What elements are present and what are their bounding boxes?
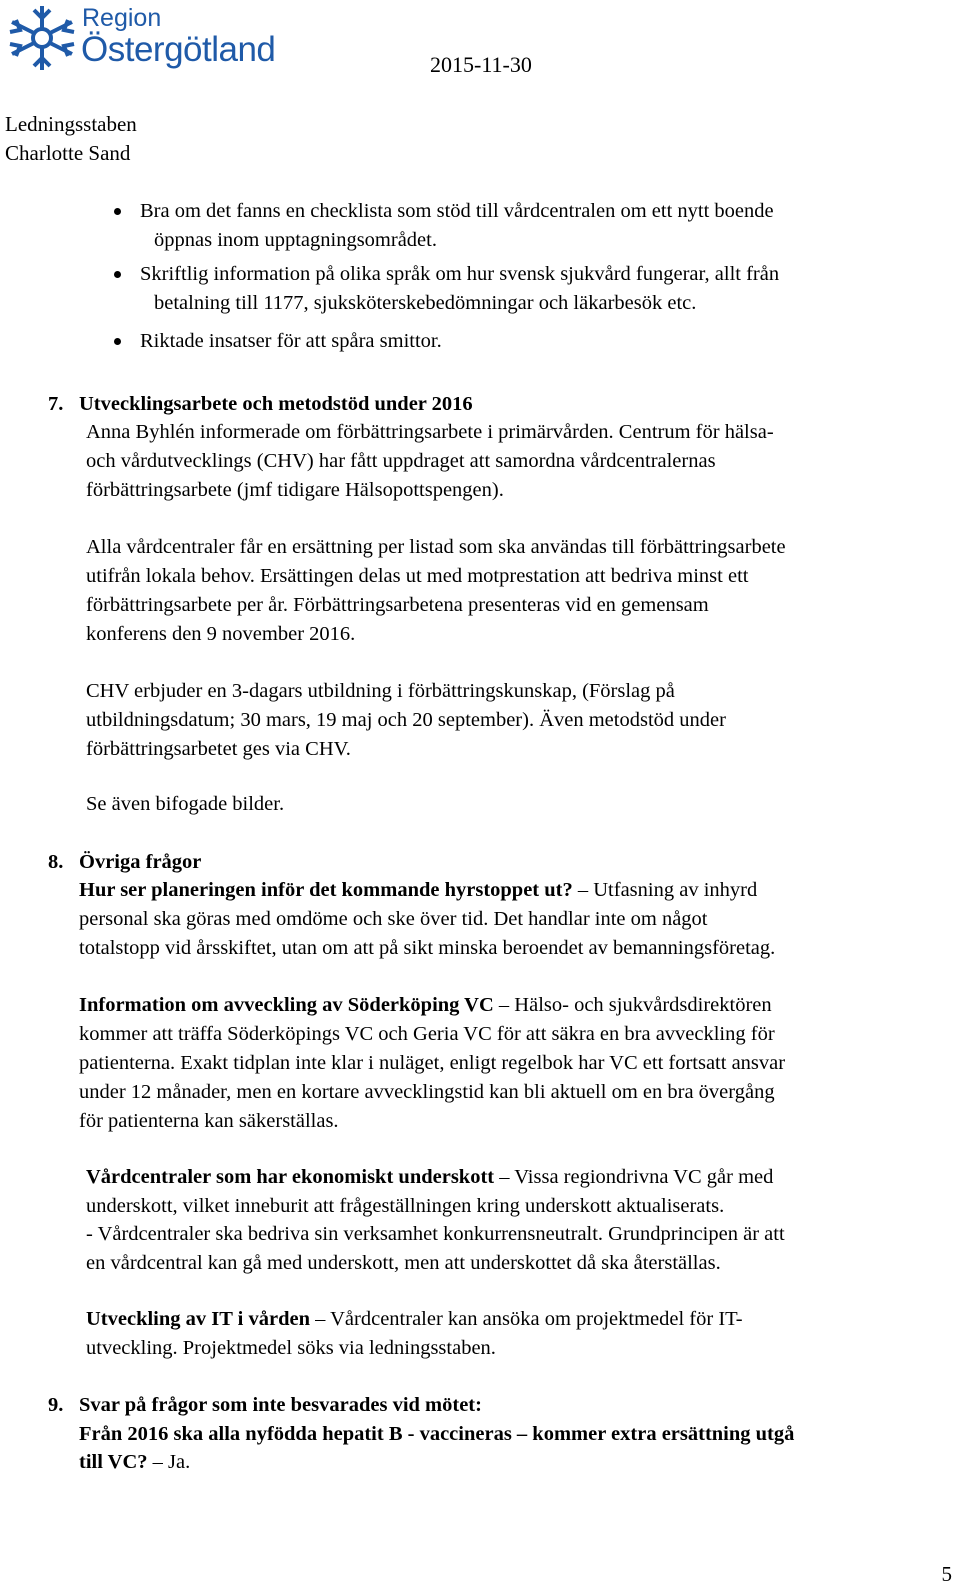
bullet-text: Skriftlig information på olika språk om hur svensk sjukvård fungerar, allt från <box>140 263 780 285</box>
paragraph-line: utbildningsdatum; 30 mars, 19 maj och 20 september). Även metodstöd under <box>86 709 726 731</box>
paragraph-line: underskott, vilket inneburit att frågeställningen kring underskott aktualiserats. <box>86 1195 725 1217</box>
paragraph-line: Anna Byhlén informerade om förbättringsarbete i primärvården. Centrum för hälsa- <box>86 421 774 443</box>
region-logo <box>4 2 294 74</box>
section-heading: Övriga frågor <box>79 851 202 873</box>
question-line <box>79 876 757 905</box>
logo-line1: Region <box>82 4 162 32</box>
paragraph-line: förbättringsarbetet ges via CHV. <box>86 738 351 760</box>
question-title: Från 2016 ska alla nyfödda hepatit B - vaccineras – kommer extra ersättning utgå <box>79 1423 795 1445</box>
question-line <box>79 991 772 1020</box>
paragraph-line: CHV erbjuder en 3-dagars utbildning i förbättringskunskap, (Förslag på <box>86 680 675 702</box>
bullet-text: Bra om det fanns en checklista som stöd till vårdcentralen om ett nytt boende <box>140 200 774 222</box>
paragraph-line: konferens den 9 november 2016. <box>86 623 356 645</box>
question-answer: – Vårdcentraler kan ansöka om projektmedel för IT- <box>310 1308 743 1330</box>
paragraph-line: utifrån lokala behov. Ersättingen delas ut med motprestation att bedriva minst ett <box>86 565 749 587</box>
paragraph-line: kommer att träffa Söderköpings VC och Geria VC för att säkra en bra avveckling för <box>79 1023 775 1045</box>
paragraph-line: Alla vårdcentraler får en ersättning per listad som ska användas till förbättringsarbete <box>86 536 786 558</box>
document-date: 2015-11-30 <box>430 52 532 77</box>
header-meta <box>5 110 137 168</box>
question-answer: – Utfasning av inhyrd <box>572 879 758 901</box>
paragraph-line: en vårdcentral kan gå med underskott, men att underskottet då ska återställas. <box>86 1252 721 1274</box>
bullet-text: Riktade insatser för att spåra smittor. <box>140 330 442 352</box>
question-line <box>79 1448 190 1477</box>
paragraph-line: - Vårdcentraler ska bedriva sin verksamhet konkurrensneutralt. Grundprincipen är att <box>86 1223 785 1245</box>
bullet-text: öppnas inom upptagningsområdet. <box>154 229 437 251</box>
paragraph-line: för patienterna kan säkerställas. <box>79 1110 339 1132</box>
page-number: 5 <box>941 1562 952 1586</box>
bullet-icon <box>114 338 121 345</box>
question-line <box>86 1163 773 1192</box>
section-number: 9. <box>48 1394 64 1416</box>
question-answer: – Hälso- och sjukvårdsdirektören <box>493 994 772 1016</box>
snowflake-emblem-icon <box>4 2 80 74</box>
paragraph-line: utveckling. Projektmedel söks via ledningsstaben. <box>86 1337 496 1359</box>
bullet-icon <box>114 271 121 278</box>
question-title: Information om avveckling av Söderköping VC <box>79 994 494 1016</box>
paragraph-line: förbättringsarbete per år. Förbättringsarbetena presenteras vid en gemensam <box>86 594 709 616</box>
section-number: 7. <box>48 393 64 415</box>
question-title: Utveckling av IT i vården <box>86 1308 310 1330</box>
question-title: till VC? <box>79 1451 148 1473</box>
paragraph-line: totalstopp vid årsskiftet, utan om att på sikt minska beroendet av bemanningsföretag. <box>79 937 776 959</box>
bullet-text: betalning till 1177, sjuksköterskebedömningar och läkarbesök etc. <box>154 292 697 314</box>
question-line <box>86 1305 743 1334</box>
section-heading: Svar på frågor som inte besvarades vid mötet: <box>79 1394 482 1416</box>
paragraph-line: och vårdutvecklings (CHV) har fått uppdraget att samordna vårdcentralernas <box>86 450 716 472</box>
section-heading: Utvecklingsarbete och metodstöd under 2016 <box>79 393 473 415</box>
bullet-icon <box>114 208 121 215</box>
paragraph-line: personal ska göras med omdöme och ske över tid. Det handlar inte om något <box>79 908 708 930</box>
paragraph-line: förbättringsarbete (jmf tidigare Hälsopottspengen). <box>86 479 504 501</box>
section-number: 8. <box>48 851 64 873</box>
paragraph-line: Se även bifogade bilder. <box>86 793 285 815</box>
question-answer: – Vissa regiondrivna VC går med <box>494 1166 774 1188</box>
logo-line2: Östergötland <box>81 30 276 69</box>
question-answer: – Ja. <box>147 1451 191 1473</box>
question-title: Vårdcentraler som har ekonomiskt underskott <box>86 1166 495 1188</box>
paragraph-line: patienterna. Exakt tidplan inte klar i nuläget, enligt regelbok har VC ett fortsatt ansvar <box>79 1052 786 1074</box>
department: Ledningsstaben <box>5 112 137 136</box>
author: Charlotte Sand <box>5 141 131 165</box>
paragraph-line: under 12 månader, men en kortare avvecklingstid kan bli aktuell om en bra övergång <box>79 1081 775 1103</box>
question-title: Hur ser planeringen inför det kommande hyrstoppet ut? <box>79 879 573 901</box>
